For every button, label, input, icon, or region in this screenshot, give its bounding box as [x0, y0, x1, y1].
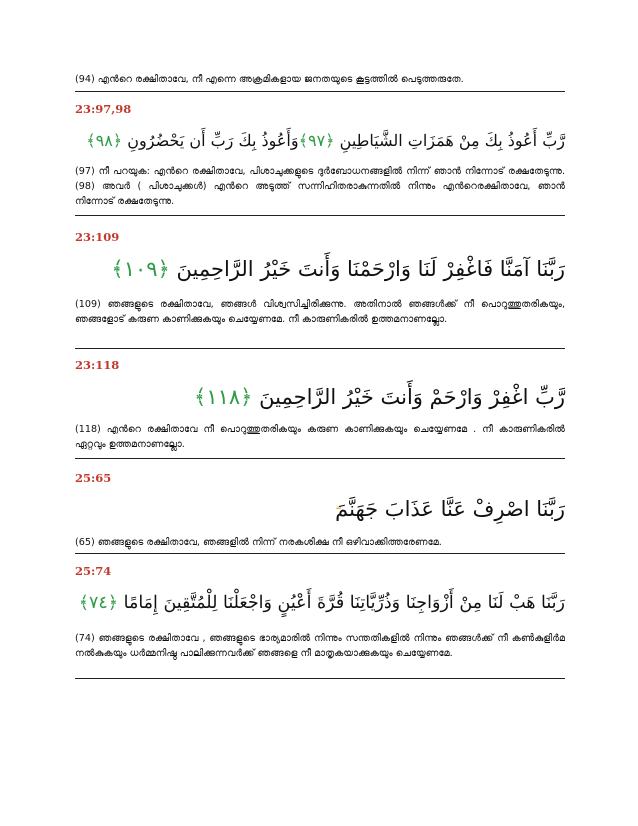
translation-118: (118) എന്‍റെ രക്ഷിതാവേ നീ പൊറുത്തുതരികയും കരുണ കാണിക്കുകയും ചെയ്യേണമേ . നീ കാരുണികരില്‍ ഏറ്റവും ഉത്തമനാണല്ലോ. — [75, 424, 565, 450]
arabic-text: رَبَّنَا هَبْ لَنَا مِنْ أَزْوَاجِنَا وَذُرِّيَّاتِنَا قُرَّةَ أَعْيُنٍ وَاجْعَلْنَا لِلْمُتَّقِينَ إِمَامًا — [123, 593, 565, 613]
verse-reference: 25:65 — [75, 471, 112, 485]
divider — [75, 91, 565, 92]
verse-number-ornament: ﴿١٠٩﴾ — [111, 257, 170, 281]
arabic-verse — [75, 252, 565, 286]
verse-reference: 23:97,98 — [75, 102, 132, 116]
arabic-text: رَّبِّ اغْفِرْ وَارْحَمْ وَأَنتَ خَيْرُ الرَّاحِمِينَ — [259, 385, 565, 409]
verse-reference: 25:74 — [75, 564, 112, 578]
verse-number-ornament: ﴿٩٧﴾ — [298, 131, 335, 150]
arabic-text: رَبَّنَا آمَنَّا فَاغْفِرْ لَنَا وَارْحَمْنَا وَأَنتَ خَيْرُ الرَّاحِمِينَ — [176, 257, 565, 281]
divider — [75, 553, 565, 554]
arabic-verse — [75, 492, 565, 529]
translation-94: (94) എന്‍റെ രക്ഷിതാവേ, നീ എന്നെ അക്രമികളായ ജനതയുടെ കൂട്ടത്തില്‍ പെടുത്തരുതേ. — [75, 74, 464, 85]
verse-number-ornament: ﴿٩٨﴾ — [86, 131, 123, 150]
translation-109: (109) ഞങ്ങളുടെ രക്ഷിതാവേ, ഞങ്ങള്‍ വിശ്വസിച്ചിരിക്കുന്നു. അതിനാല്‍ ഞങ്ങള്‍ക്ക് നീ പൊറുത്തുതരികയും, ഞങ്ങളോട് കരുണ കാണിക്കുകയും ചെയ്യേണമേ. നീ കാരുണികരില്‍ ഉത്തമനാണല്ലോ. — [75, 299, 565, 325]
verse-number-ornament: ﴿١١٨﴾ — [194, 385, 253, 409]
divider — [75, 348, 565, 349]
arabic-text: رَبَّنَا اصْرِفْ عَنَّا عَذَابَ جَهَنَّمَ — [335, 497, 565, 521]
arabic-verse — [75, 124, 565, 158]
translation-97-98: (97) നീ പറയുക: എന്‍റെ രക്ഷിതാവേ, പിശാചുക്കളുടെ ദുര്‍ബോധനങ്ങളില്‍ നിന്ന് ഞാന്‍ നിന്നോട് രക്ഷതേടുന്നു. (98) അവര്‍ ( പിശാചുക്കള്‍) എന്‍റെ അടുത്ത് സന്നിഹിതരാകുന്നതില്‍ നിന്നും എന്‍റെരക്ഷിതാവേ, ഞാന്‍ നിന്നോട് രക്ഷതേടുന്നു. — [75, 166, 565, 207]
divider — [75, 215, 565, 216]
verse-number-ornament: ﴿٧٤﴾ — [78, 593, 119, 613]
verse-reference: 23:118 — [75, 358, 120, 372]
arabic-verse — [75, 586, 565, 620]
translation-74: (74) ഞങ്ങളുടെ രക്ഷിതാവേ , ഞങ്ങളുടെ ഭാര്യമാരില്‍ നിന്നും സന്തതികളില്‍ നിന്നും ഞങ്ങള്‍ക്ക് നീ കണ്‍കുളിര്‍മ നല്‍കുകയും ധര്‍മ്മനിഷ്ഠ പാലിക്കുന്നവര്‍ക്ക് ഞങ്ങളെ നീ മാതൃകയാക്കുകയും ചെയ്യേണമേ. — [75, 633, 565, 659]
arabic-verse — [75, 380, 565, 414]
arabic-text: وَأَعُوذُ بِكَ رَبِّ أَن يَحْضُرُونِ — [127, 131, 299, 150]
divider — [75, 678, 565, 679]
divider — [75, 458, 565, 459]
verse-reference: 23:109 — [75, 230, 120, 244]
translation-65: (65) ഞങ്ങളുടെ രക്ഷിതാവേ, ഞങ്ങളില്‍ നിന്ന് നരകശിക്ഷ നീ ഒഴിവാക്കിത്തരേണമേ. — [75, 537, 442, 548]
arabic-text: رَّبِّ أَعُوذُ بِكَ مِنْ هَمَزَاتِ الشَّيَاطِينِ — [339, 131, 565, 150]
